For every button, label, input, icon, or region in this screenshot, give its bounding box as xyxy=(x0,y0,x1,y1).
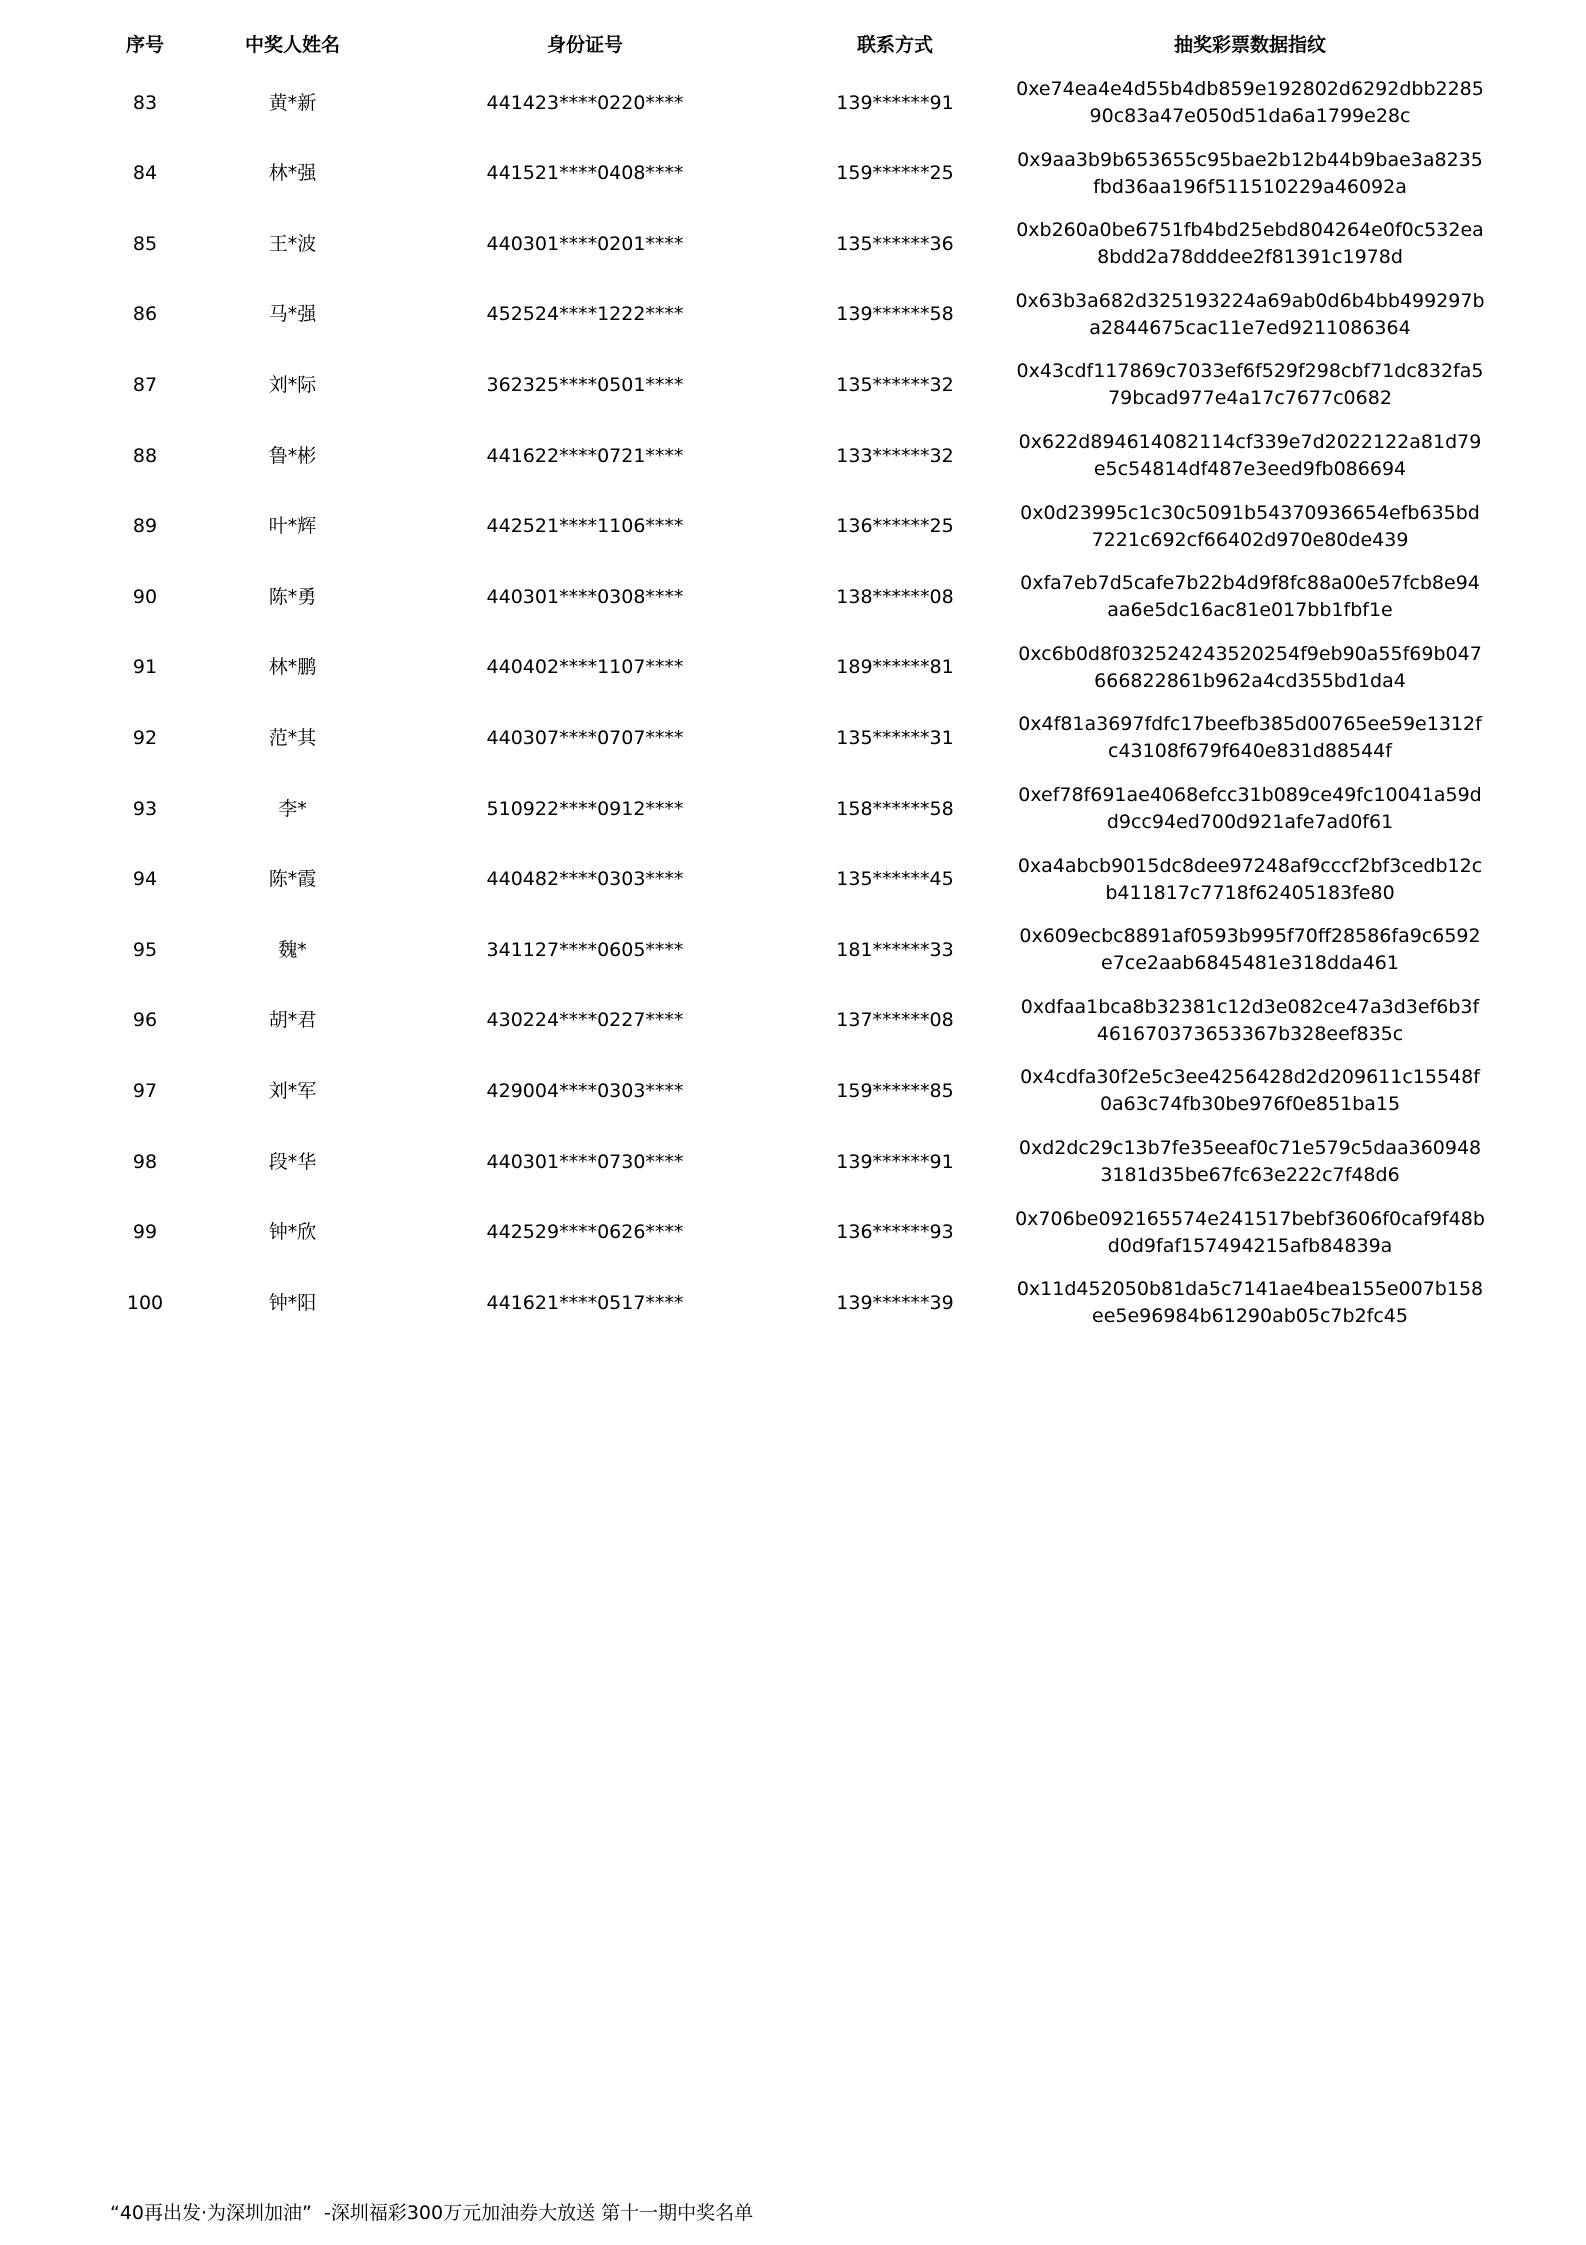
row-serial-number: 84 xyxy=(132,162,158,185)
table-row xyxy=(0,139,1586,209)
fingerprint-text: 0xe74ea4e4d55b4db859e192802d6292dbb228590c83a47e050d51da6a1799e28c xyxy=(1016,78,1484,127)
table-row xyxy=(0,774,1586,844)
row-contact: 136******93 xyxy=(836,1221,954,1244)
row-winner-name: 钟*阳 xyxy=(268,1291,317,1314)
table-row xyxy=(0,633,1586,703)
row-serial-number: 96 xyxy=(132,1009,158,1032)
row-serial-number: 85 xyxy=(132,232,158,255)
row-id-number: 441423****0220**** xyxy=(486,91,684,114)
row-winner-name: 马*强 xyxy=(268,303,317,326)
row-ticket-fingerprint xyxy=(1000,139,1500,209)
table-row xyxy=(0,915,1586,985)
row-serial-number: 97 xyxy=(132,1079,158,1102)
row-contact: 136******25 xyxy=(836,515,954,538)
row-id-number: 510922****0912**** xyxy=(486,797,684,820)
row-contact: 139******91 xyxy=(836,91,954,114)
row-contact: 138******08 xyxy=(836,585,954,608)
row-id-number: 452524****1222**** xyxy=(486,303,684,326)
row-serial-number: 94 xyxy=(132,868,158,891)
table-row xyxy=(0,703,1586,773)
row-winner-name: 林*鹏 xyxy=(268,656,317,679)
row-id-number: 440307****0707**** xyxy=(486,726,684,749)
table-row xyxy=(0,562,1586,632)
row-ticket-fingerprint xyxy=(1000,1198,1500,1268)
row-winner-name: 刘*际 xyxy=(268,373,317,396)
row-serial-number: 83 xyxy=(132,91,158,114)
row-ticket-fingerprint xyxy=(1000,1268,1500,1338)
table-row xyxy=(0,492,1586,562)
row-ticket-fingerprint xyxy=(1000,209,1500,279)
table-row xyxy=(0,845,1586,915)
row-contact: 135******32 xyxy=(836,373,954,396)
table-row xyxy=(0,350,1586,420)
fingerprint-text: 0xef78f691ae4068efcc31b089ce49fc10041a59dd9cc94ed700d921afe7ad0f61 xyxy=(1018,784,1482,833)
page-footer: “40再出发·为深圳加油” -深圳福彩300万元加油券大放送 第十一期中奖名单 xyxy=(110,2202,754,2224)
row-winner-name: 陈*霞 xyxy=(268,868,317,891)
table-row xyxy=(0,209,1586,279)
row-contact: 135******45 xyxy=(836,868,954,891)
row-serial-number: 90 xyxy=(132,585,158,608)
row-serial-number: 95 xyxy=(132,938,158,961)
row-contact: 139******39 xyxy=(836,1291,954,1314)
row-serial-number: 91 xyxy=(132,656,158,679)
row-serial-number: 99 xyxy=(132,1221,158,1244)
row-ticket-fingerprint xyxy=(1000,915,1500,985)
table-row xyxy=(0,1198,1586,1268)
row-serial-number: 92 xyxy=(132,726,158,749)
fingerprint-text: 0x0d23995c1c30c5091b54370936654efb635bd7221c692cf66402d970e80de439 xyxy=(1020,501,1480,551)
row-contact: 133******32 xyxy=(836,444,954,467)
row-id-number: 442521****1106**** xyxy=(486,515,684,538)
table-row xyxy=(0,1127,1586,1197)
row-winner-name: 黄*新 xyxy=(268,91,317,114)
row-id-number: 442529****0626**** xyxy=(486,1221,684,1244)
row-winner-name: 范*其 xyxy=(268,726,317,749)
table-row xyxy=(0,986,1586,1056)
table-row xyxy=(0,1056,1586,1126)
row-contact: 135******36 xyxy=(836,232,954,255)
row-serial-number: 100 xyxy=(126,1291,164,1314)
row-winner-name: 刘*军 xyxy=(268,1079,317,1102)
fingerprint-text: 0xa4abcb9015dc8dee97248af9cccf2bf3cedb12cb411817c7718f62405183fe80 xyxy=(1017,854,1483,904)
row-contact: 159******85 xyxy=(836,1079,954,1102)
row-ticket-fingerprint xyxy=(1000,68,1500,138)
row-serial-number: 86 xyxy=(132,303,158,326)
fingerprint-text: 0xc6b0d8f032524243520254f9eb90a55f69b047666822861b962a4cd355bd1da4 xyxy=(1018,642,1482,692)
table-row xyxy=(0,1268,1586,1338)
row-serial-number: 88 xyxy=(132,444,158,467)
row-contact: 189******81 xyxy=(836,656,954,679)
fingerprint-text: 0xdfaa1bca8b32381c12d3e082ce47a3d3ef6b3f461670373653367b328eef835c xyxy=(1020,995,1480,1045)
row-id-number: 429004****0303**** xyxy=(486,1079,684,1102)
row-contact: 159******25 xyxy=(836,162,954,185)
fingerprint-text: 0xd2dc29c13b7fe35eeaf0c71e579c5daa3609483181d35be67fc63e222c7f48d6 xyxy=(1018,1137,1482,1186)
row-winner-name: 胡*君 xyxy=(268,1009,317,1032)
header-ticket-fingerprint: 抽奖彩票数据指纹 xyxy=(1173,33,1326,56)
table-header xyxy=(0,22,1586,68)
row-contact: 139******91 xyxy=(836,1150,954,1173)
row-id-number: 440402****1107**** xyxy=(486,656,684,679)
fingerprint-text: 0x63b3a682d325193224a69ab0d6b4bb499297ba2844675cac11e7ed9211086364 xyxy=(1015,289,1485,339)
row-id-number: 430224****0227**** xyxy=(486,1009,684,1032)
row-contact: 137******08 xyxy=(836,1009,954,1032)
header-winner-name: 中奖人姓名 xyxy=(244,33,340,56)
fingerprint-text: 0x4f81a3697fdfc17beefb385d00765ee59e1312fc43108f679f640e831d88544f xyxy=(1018,713,1482,763)
row-winner-name: 段*华 xyxy=(268,1150,317,1173)
row-id-number: 440301****0308**** xyxy=(486,585,684,608)
row-ticket-fingerprint xyxy=(1000,562,1500,632)
row-id-number: 341127****0605**** xyxy=(486,938,684,961)
row-id-number: 362325****0501**** xyxy=(486,373,684,396)
row-id-number: 441621****0517**** xyxy=(486,1291,684,1314)
row-ticket-fingerprint xyxy=(1000,421,1500,491)
fingerprint-text: 0x9aa3b9b653655c95bae2b12b44b9bae3a8235fbd36aa196f511510229a46092a xyxy=(1017,148,1483,198)
fingerprint-text: 0x4cdfa30f2e5c3ee4256428d2d209611c15548f0a63c74fb30be976f0e851ba15 xyxy=(1020,1066,1480,1116)
row-serial-number: 93 xyxy=(132,797,158,820)
row-winner-name: 王*波 xyxy=(268,232,317,255)
row-ticket-fingerprint xyxy=(1000,350,1500,420)
row-contact: 139******58 xyxy=(836,303,954,326)
fingerprint-text: 0x609ecbc8891af0593b995f70ff28586fa9c6592e7ce2aab6845481e318dda461 xyxy=(1019,925,1481,975)
row-ticket-fingerprint xyxy=(1000,492,1500,562)
fingerprint-text: 0xfa7eb7d5cafe7b22b4d9f8fc88a00e57fcb8e94aa6e5dc16ac81e017bb1fbf1e xyxy=(1020,572,1480,622)
row-ticket-fingerprint xyxy=(1000,633,1500,703)
row-id-number: 440301****0730**** xyxy=(486,1150,684,1173)
row-id-number: 441622****0721**** xyxy=(486,444,684,467)
row-ticket-fingerprint xyxy=(1000,1056,1500,1126)
row-contact: 158******58 xyxy=(836,797,954,820)
row-winner-name: 陈*勇 xyxy=(268,585,317,608)
table-row xyxy=(0,280,1586,350)
row-ticket-fingerprint xyxy=(1000,986,1500,1056)
table-row xyxy=(0,68,1586,138)
fingerprint-text: 0xb260a0be6751fb4bd25ebd804264e0f0c532ea8bdd2a78dddee2f81391c1978d xyxy=(1016,219,1484,269)
row-winner-name: 叶*辉 xyxy=(268,515,317,538)
row-serial-number: 89 xyxy=(132,515,158,538)
row-contact: 181******33 xyxy=(836,938,954,961)
row-serial-number: 87 xyxy=(132,373,158,396)
row-winner-name: 魏* xyxy=(278,938,307,961)
fingerprint-text: 0x43cdf117869c7033ef6f529f298cbf71dc832fa579bcad977e4a17c7677c0682 xyxy=(1016,360,1484,410)
fingerprint-text: 0x11d452050b81da5c7141ae4bea155e007b158ee5e96984b61290ab05c7b2fc45 xyxy=(1016,1278,1484,1328)
row-id-number: 440301****0201**** xyxy=(486,232,684,255)
row-ticket-fingerprint xyxy=(1000,703,1500,773)
fingerprint-text: 0x622d894614082114cf339e7d2022122a81d79e5c54814df487e3eed9fb086694 xyxy=(1018,431,1482,480)
row-contact: 135******31 xyxy=(836,726,954,749)
row-id-number: 440482****0303**** xyxy=(486,868,684,891)
row-ticket-fingerprint xyxy=(1000,280,1500,350)
row-serial-number: 98 xyxy=(132,1150,158,1173)
row-winner-name: 李* xyxy=(278,797,307,820)
header-id-number: 身份证号 xyxy=(546,33,623,56)
row-ticket-fingerprint xyxy=(1000,845,1500,915)
row-id-number: 441521****0408**** xyxy=(486,162,684,185)
row-winner-name: 钟*欣 xyxy=(268,1221,317,1244)
header-serial-number: 序号 xyxy=(125,33,164,56)
fingerprint-text: 0x706be092165574e241517bebf3606f0caf9f48bd0d9faf157494215afb84839a xyxy=(1015,1207,1485,1257)
row-ticket-fingerprint xyxy=(1000,774,1500,844)
table-row xyxy=(0,421,1586,491)
header-contact: 联系方式 xyxy=(856,33,933,56)
row-winner-name: 林*强 xyxy=(268,162,317,185)
row-winner-name: 鲁*彬 xyxy=(268,444,317,467)
row-ticket-fingerprint xyxy=(1000,1127,1500,1197)
